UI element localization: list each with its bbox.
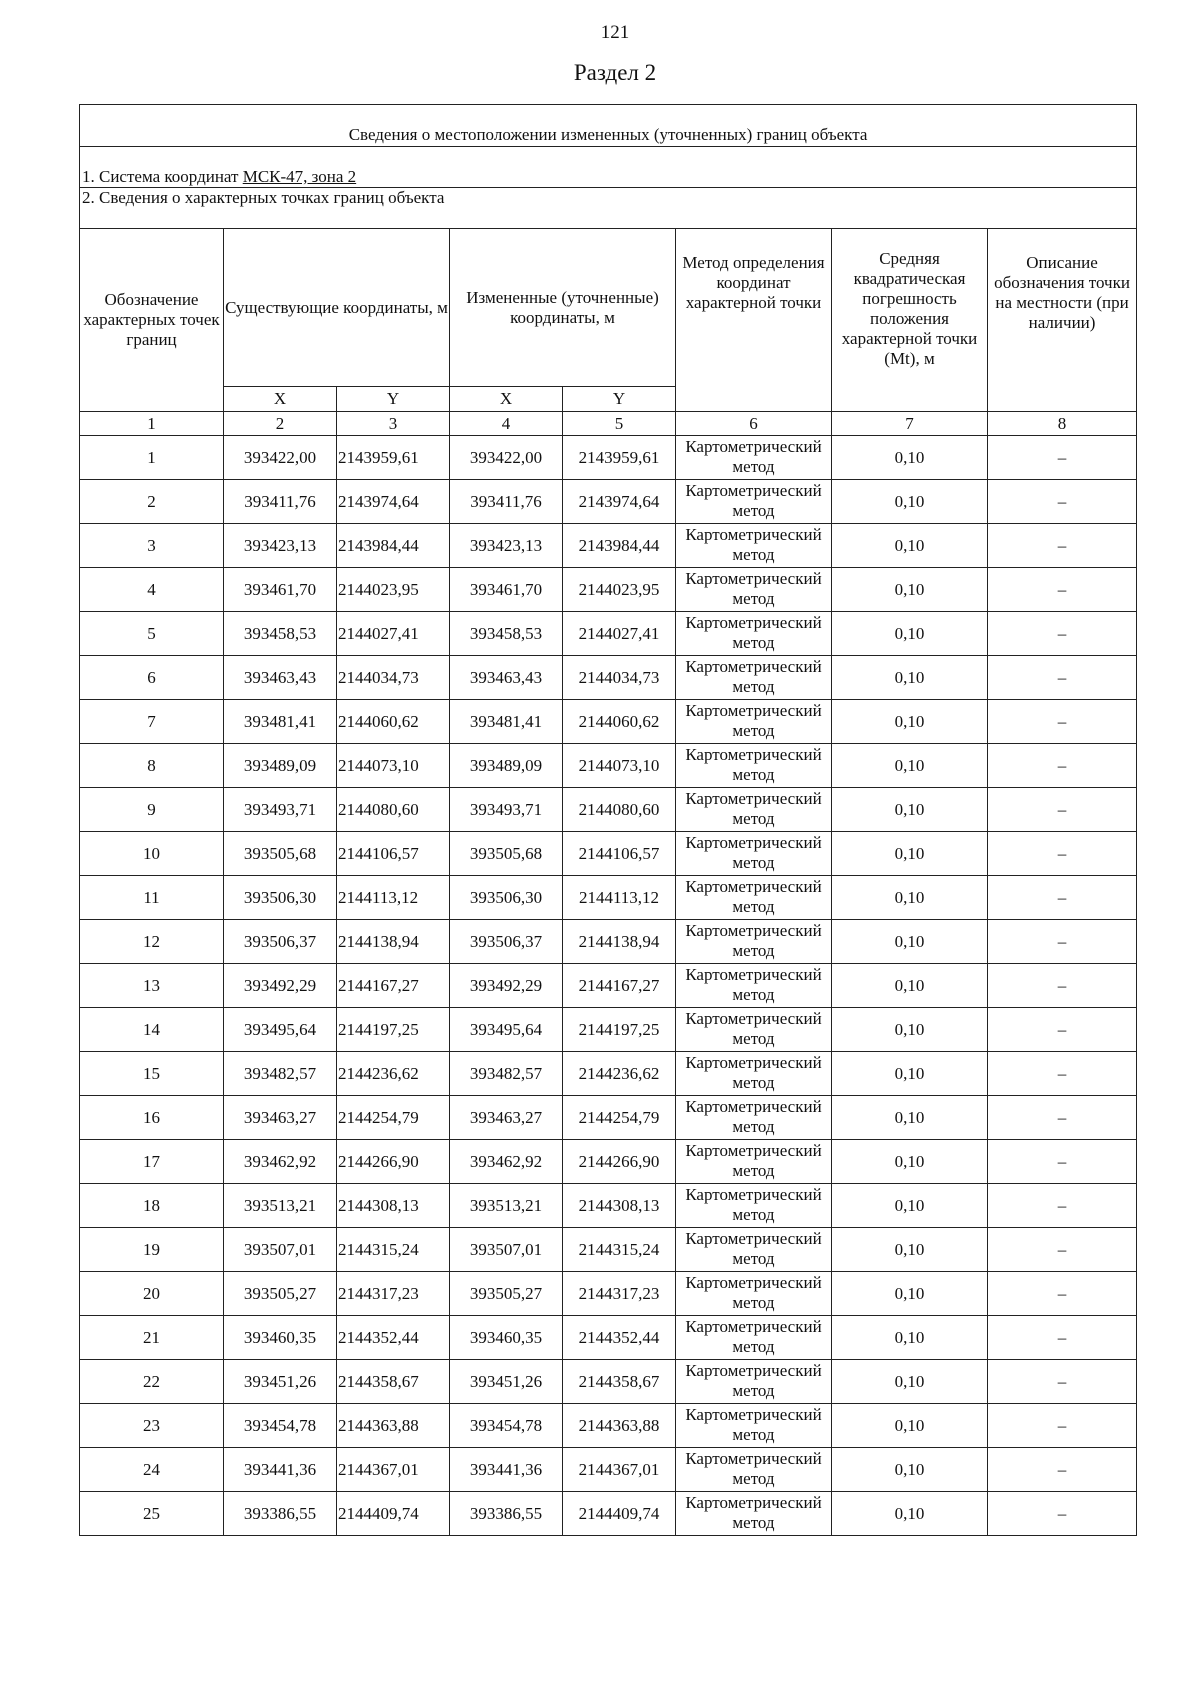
changed-x-value: 393505,68 bbox=[450, 832, 563, 876]
mean-error-value: 0,10 bbox=[832, 744, 988, 788]
table-row bbox=[80, 1184, 1137, 1228]
point-number: 4 bbox=[80, 568, 224, 612]
method-value: Картометрический метод bbox=[676, 744, 832, 788]
existing-y-value: 2144113,12 bbox=[337, 876, 450, 920]
point-number: 1 bbox=[80, 436, 224, 480]
changed-y-value: 2144106,57 bbox=[563, 832, 676, 876]
point-number: 10 bbox=[80, 832, 224, 876]
coordinate-system-value: МСК-47, зона 2 bbox=[242, 167, 357, 186]
description-value: – bbox=[988, 1272, 1137, 1316]
existing-y-value: 2144236,62 bbox=[337, 1052, 450, 1096]
table-row bbox=[80, 1096, 1137, 1140]
header-existing-x: X bbox=[224, 387, 337, 412]
table-row bbox=[80, 1316, 1137, 1360]
existing-y-value: 2144363,88 bbox=[337, 1404, 450, 1448]
existing-y-value: 2144023,95 bbox=[337, 568, 450, 612]
coordinate-system-label: 1. Система координат bbox=[82, 167, 243, 186]
existing-x-value: 393507,01 bbox=[224, 1228, 337, 1272]
method-value: Картометрический метод bbox=[676, 436, 832, 480]
changed-x-value: 393507,01 bbox=[450, 1228, 563, 1272]
existing-y-value: 2144358,67 bbox=[337, 1360, 450, 1404]
table-row bbox=[80, 1360, 1137, 1404]
header-changed-coordinates: Измененные (уточненные) координаты, м bbox=[450, 229, 676, 387]
changed-y-value: 2144367,01 bbox=[563, 1448, 676, 1492]
existing-x-value: 393458,53 bbox=[224, 612, 337, 656]
changed-y-value: 2144027,41 bbox=[563, 612, 676, 656]
page-number: 121 bbox=[600, 22, 630, 43]
header-changed-x: X bbox=[450, 387, 563, 412]
column-number: 7 bbox=[832, 412, 988, 436]
changed-x-value: 393492,29 bbox=[450, 964, 563, 1008]
existing-x-value: 393411,76 bbox=[224, 480, 337, 524]
table-row bbox=[80, 656, 1137, 700]
points-section-title: 2. Сведения о характерных точках границ объекта bbox=[80, 188, 1137, 229]
point-number: 25 bbox=[80, 1492, 224, 1536]
description-value: – bbox=[988, 1316, 1137, 1360]
method-value: Картометрический метод bbox=[676, 964, 832, 1008]
table-row bbox=[80, 1272, 1137, 1316]
mean-error-value: 0,10 bbox=[832, 612, 988, 656]
point-number: 7 bbox=[80, 700, 224, 744]
table-row bbox=[80, 1052, 1137, 1096]
header-method: Метод определения координат характерной точки bbox=[676, 229, 832, 412]
mean-error-value: 0,10 bbox=[832, 1140, 988, 1184]
point-number: 11 bbox=[80, 876, 224, 920]
existing-y-value: 2143959,61 bbox=[337, 436, 450, 480]
description-value: – bbox=[988, 480, 1137, 524]
description-value: – bbox=[988, 788, 1137, 832]
method-value: Картометрический метод bbox=[676, 1008, 832, 1052]
method-value: Картометрический метод bbox=[676, 1184, 832, 1228]
changed-y-value: 2144080,60 bbox=[563, 788, 676, 832]
existing-x-value: 393451,26 bbox=[224, 1360, 337, 1404]
changed-x-value: 393463,27 bbox=[450, 1096, 563, 1140]
existing-y-value: 2143984,44 bbox=[337, 524, 450, 568]
existing-x-value: 393422,00 bbox=[224, 436, 337, 480]
changed-y-value: 2144363,88 bbox=[563, 1404, 676, 1448]
point-number: 18 bbox=[80, 1184, 224, 1228]
existing-y-value: 2144197,25 bbox=[337, 1008, 450, 1052]
point-number: 13 bbox=[80, 964, 224, 1008]
header-mean-error: Средняя квадратическая погрешность положения характерной точки (Мt), м bbox=[832, 229, 988, 412]
header-existing-coordinates: Существующие координаты, м bbox=[224, 229, 450, 387]
changed-x-value: 393461,70 bbox=[450, 568, 563, 612]
existing-y-value: 2144254,79 bbox=[337, 1096, 450, 1140]
mean-error-value: 0,10 bbox=[832, 832, 988, 876]
changed-y-value: 2144317,23 bbox=[563, 1272, 676, 1316]
point-number: 24 bbox=[80, 1448, 224, 1492]
mean-error-value: 0,10 bbox=[832, 1096, 988, 1140]
changed-x-value: 393489,09 bbox=[450, 744, 563, 788]
method-value: Картометрический метод bbox=[676, 480, 832, 524]
column-number: 1 bbox=[80, 412, 224, 436]
existing-y-value: 2144027,41 bbox=[337, 612, 450, 656]
changed-y-value: 2144073,10 bbox=[563, 744, 676, 788]
method-value: Картометрический метод bbox=[676, 788, 832, 832]
changed-y-value: 2144113,12 bbox=[563, 876, 676, 920]
description-value: – bbox=[988, 920, 1137, 964]
changed-y-value: 2143984,44 bbox=[563, 524, 676, 568]
point-number: 5 bbox=[80, 612, 224, 656]
mean-error-value: 0,10 bbox=[832, 964, 988, 1008]
changed-y-value: 2144167,27 bbox=[563, 964, 676, 1008]
existing-y-value: 2144308,13 bbox=[337, 1184, 450, 1228]
changed-x-value: 393422,00 bbox=[450, 436, 563, 480]
table-row bbox=[80, 832, 1137, 876]
changed-x-value: 393505,27 bbox=[450, 1272, 563, 1316]
existing-x-value: 393423,13 bbox=[224, 524, 337, 568]
changed-y-value: 2143959,61 bbox=[563, 436, 676, 480]
point-number: 9 bbox=[80, 788, 224, 832]
point-number: 23 bbox=[80, 1404, 224, 1448]
table-row bbox=[80, 612, 1137, 656]
method-value: Картометрический метод bbox=[676, 1272, 832, 1316]
description-value: – bbox=[988, 876, 1137, 920]
description-value: – bbox=[988, 1448, 1137, 1492]
boundary-points-table bbox=[79, 104, 1137, 1536]
header-changed-y: Y bbox=[563, 387, 676, 412]
table-caption: Сведения о местоположении измененных (уточненных) границ объекта bbox=[80, 105, 1137, 147]
description-value: – bbox=[988, 1360, 1137, 1404]
existing-x-value: 393462,92 bbox=[224, 1140, 337, 1184]
mean-error-value: 0,10 bbox=[832, 700, 988, 744]
method-value: Картометрический метод bbox=[676, 920, 832, 964]
description-value: – bbox=[988, 1008, 1137, 1052]
method-value: Картометрический метод bbox=[676, 524, 832, 568]
mean-error-value: 0,10 bbox=[832, 480, 988, 524]
changed-y-value: 2144358,67 bbox=[563, 1360, 676, 1404]
method-value: Картометрический метод bbox=[676, 568, 832, 612]
existing-y-value: 2144073,10 bbox=[337, 744, 450, 788]
existing-x-value: 393463,43 bbox=[224, 656, 337, 700]
mean-error-value: 0,10 bbox=[832, 920, 988, 964]
existing-x-value: 393489,09 bbox=[224, 744, 337, 788]
table-row bbox=[80, 1492, 1137, 1536]
table-row bbox=[80, 744, 1137, 788]
column-number: 2 bbox=[224, 412, 337, 436]
description-value: – bbox=[988, 700, 1137, 744]
changed-y-value: 2144034,73 bbox=[563, 656, 676, 700]
changed-x-value: 393493,71 bbox=[450, 788, 563, 832]
mean-error-value: 0,10 bbox=[832, 436, 988, 480]
existing-y-value: 2144138,94 bbox=[337, 920, 450, 964]
existing-y-value: 2144315,24 bbox=[337, 1228, 450, 1272]
existing-y-value: 2144317,23 bbox=[337, 1272, 450, 1316]
changed-y-value: 2144409,74 bbox=[563, 1492, 676, 1536]
existing-y-value: 2144367,01 bbox=[337, 1448, 450, 1492]
changed-x-value: 393454,78 bbox=[450, 1404, 563, 1448]
existing-x-value: 393505,27 bbox=[224, 1272, 337, 1316]
existing-x-value: 393505,68 bbox=[224, 832, 337, 876]
existing-y-value: 2144034,73 bbox=[337, 656, 450, 700]
existing-x-value: 393506,30 bbox=[224, 876, 337, 920]
column-number: 4 bbox=[450, 412, 563, 436]
description-value: – bbox=[988, 1228, 1137, 1272]
existing-x-value: 393493,71 bbox=[224, 788, 337, 832]
existing-x-value: 393492,29 bbox=[224, 964, 337, 1008]
column-number: 8 bbox=[988, 412, 1137, 436]
table-row bbox=[80, 524, 1137, 568]
existing-y-value: 2144266,90 bbox=[337, 1140, 450, 1184]
mean-error-value: 0,10 bbox=[832, 1008, 988, 1052]
point-number: 12 bbox=[80, 920, 224, 964]
changed-x-value: 393460,35 bbox=[450, 1316, 563, 1360]
changed-x-value: 393423,13 bbox=[450, 524, 563, 568]
existing-x-value: 393461,70 bbox=[224, 568, 337, 612]
table-row bbox=[80, 788, 1137, 832]
existing-x-value: 393463,27 bbox=[224, 1096, 337, 1140]
changed-x-value: 393463,43 bbox=[450, 656, 563, 700]
changed-y-value: 2144352,44 bbox=[563, 1316, 676, 1360]
description-value: – bbox=[988, 524, 1137, 568]
method-value: Картометрический метод bbox=[676, 1052, 832, 1096]
description-value: – bbox=[988, 568, 1137, 612]
method-value: Картометрический метод bbox=[676, 700, 832, 744]
description-value: – bbox=[988, 964, 1137, 1008]
changed-x-value: 393506,37 bbox=[450, 920, 563, 964]
mean-error-value: 0,10 bbox=[832, 1052, 988, 1096]
changed-x-value: 393386,55 bbox=[450, 1492, 563, 1536]
existing-y-value: 2143974,64 bbox=[337, 480, 450, 524]
existing-x-value: 393482,57 bbox=[224, 1052, 337, 1096]
existing-x-value: 393513,21 bbox=[224, 1184, 337, 1228]
description-value: – bbox=[988, 612, 1137, 656]
column-number: 6 bbox=[676, 412, 832, 436]
method-value: Картометрический метод bbox=[676, 876, 832, 920]
mean-error-value: 0,10 bbox=[832, 1316, 988, 1360]
point-number: 17 bbox=[80, 1140, 224, 1184]
existing-x-value: 393481,41 bbox=[224, 700, 337, 744]
column-number: 5 bbox=[563, 412, 676, 436]
description-value: – bbox=[988, 832, 1137, 876]
mean-error-value: 0,10 bbox=[832, 656, 988, 700]
existing-x-value: 393441,36 bbox=[224, 1448, 337, 1492]
description-value: – bbox=[988, 1052, 1137, 1096]
mean-error-value: 0,10 bbox=[832, 1404, 988, 1448]
description-value: – bbox=[988, 1404, 1137, 1448]
existing-y-value: 2144106,57 bbox=[337, 832, 450, 876]
point-number: 21 bbox=[80, 1316, 224, 1360]
changed-x-value: 393462,92 bbox=[450, 1140, 563, 1184]
changed-y-value: 2144266,90 bbox=[563, 1140, 676, 1184]
point-number: 8 bbox=[80, 744, 224, 788]
mean-error-value: 0,10 bbox=[832, 1184, 988, 1228]
changed-x-value: 393506,30 bbox=[450, 876, 563, 920]
method-value: Картометрический метод bbox=[676, 1096, 832, 1140]
existing-y-value: 2144060,62 bbox=[337, 700, 450, 744]
description-value: – bbox=[988, 1096, 1137, 1140]
existing-y-value: 2144352,44 bbox=[337, 1316, 450, 1360]
description-value: – bbox=[988, 436, 1137, 480]
table-row bbox=[80, 568, 1137, 612]
table-row bbox=[80, 480, 1137, 524]
table-row bbox=[80, 1140, 1137, 1184]
column-number: 3 bbox=[337, 412, 450, 436]
description-value: – bbox=[988, 744, 1137, 788]
mean-error-value: 0,10 bbox=[832, 1228, 988, 1272]
changed-x-value: 393482,57 bbox=[450, 1052, 563, 1096]
header-point-description: Описание обозначения точки на местности (при наличии) bbox=[988, 229, 1137, 412]
changed-x-value: 393513,21 bbox=[450, 1184, 563, 1228]
existing-x-value: 393454,78 bbox=[224, 1404, 337, 1448]
header-point-designation: Обозначение характерных точек границ bbox=[80, 229, 224, 412]
existing-x-value: 393386,55 bbox=[224, 1492, 337, 1536]
existing-x-value: 393495,64 bbox=[224, 1008, 337, 1052]
changed-y-value: 2144138,94 bbox=[563, 920, 676, 964]
method-value: Картометрический метод bbox=[676, 612, 832, 656]
table-row bbox=[80, 964, 1137, 1008]
existing-x-value: 393460,35 bbox=[224, 1316, 337, 1360]
description-value: – bbox=[988, 1140, 1137, 1184]
mean-error-value: 0,10 bbox=[832, 1492, 988, 1536]
point-number: 6 bbox=[80, 656, 224, 700]
point-number: 19 bbox=[80, 1228, 224, 1272]
mean-error-value: 0,10 bbox=[832, 1272, 988, 1316]
table-row bbox=[80, 700, 1137, 744]
table-row bbox=[80, 436, 1137, 480]
method-value: Картометрический метод bbox=[676, 832, 832, 876]
changed-x-value: 393495,64 bbox=[450, 1008, 563, 1052]
point-number: 22 bbox=[80, 1360, 224, 1404]
section-title: Раздел 2 bbox=[573, 60, 657, 85]
method-value: Картометрический метод bbox=[676, 1404, 832, 1448]
method-value: Картометрический метод bbox=[676, 1140, 832, 1184]
table-row bbox=[80, 1008, 1137, 1052]
changed-x-value: 393411,76 bbox=[450, 480, 563, 524]
table-row bbox=[80, 1448, 1137, 1492]
mean-error-value: 0,10 bbox=[832, 788, 988, 832]
table-row bbox=[80, 1404, 1137, 1448]
table-body bbox=[80, 105, 1137, 1536]
header-existing-y: Y bbox=[337, 387, 450, 412]
table-row bbox=[80, 876, 1137, 920]
existing-x-value: 393506,37 bbox=[224, 920, 337, 964]
column-numbers-row bbox=[80, 412, 1137, 436]
point-number: 3 bbox=[80, 524, 224, 568]
point-number: 15 bbox=[80, 1052, 224, 1096]
method-value: Картометрический метод bbox=[676, 1316, 832, 1360]
coordinate-system-line bbox=[80, 147, 1137, 188]
changed-y-value: 2144060,62 bbox=[563, 700, 676, 744]
description-value: – bbox=[988, 1492, 1137, 1536]
existing-y-value: 2144409,74 bbox=[337, 1492, 450, 1536]
existing-y-value: 2144080,60 bbox=[337, 788, 450, 832]
method-value: Картометрический метод bbox=[676, 1360, 832, 1404]
method-value: Картометрический метод bbox=[676, 656, 832, 700]
mean-error-value: 0,10 bbox=[832, 876, 988, 920]
changed-x-value: 393458,53 bbox=[450, 612, 563, 656]
point-number: 16 bbox=[80, 1096, 224, 1140]
point-number: 20 bbox=[80, 1272, 224, 1316]
changed-y-value: 2144236,62 bbox=[563, 1052, 676, 1096]
changed-y-value: 2144197,25 bbox=[563, 1008, 676, 1052]
point-number: 2 bbox=[80, 480, 224, 524]
changed-x-value: 393451,26 bbox=[450, 1360, 563, 1404]
changed-y-value: 2143974,64 bbox=[563, 480, 676, 524]
table-row bbox=[80, 920, 1137, 964]
changed-x-value: 393481,41 bbox=[450, 700, 563, 744]
existing-y-value: 2144167,27 bbox=[337, 964, 450, 1008]
changed-y-value: 2144308,13 bbox=[563, 1184, 676, 1228]
table-row bbox=[80, 1228, 1137, 1272]
method-value: Картометрический метод bbox=[676, 1228, 832, 1272]
mean-error-value: 0,10 bbox=[832, 568, 988, 612]
method-value: Картометрический метод bbox=[676, 1492, 832, 1536]
mean-error-value: 0,10 bbox=[832, 1448, 988, 1492]
changed-y-value: 2144315,24 bbox=[563, 1228, 676, 1272]
description-value: – bbox=[988, 656, 1137, 700]
changed-y-value: 2144254,79 bbox=[563, 1096, 676, 1140]
method-value: Картометрический метод bbox=[676, 1448, 832, 1492]
changed-x-value: 393441,36 bbox=[450, 1448, 563, 1492]
point-number: 14 bbox=[80, 1008, 224, 1052]
mean-error-value: 0,10 bbox=[832, 524, 988, 568]
mean-error-value: 0,10 bbox=[832, 1360, 988, 1404]
description-value: – bbox=[988, 1184, 1137, 1228]
changed-y-value: 2144023,95 bbox=[563, 568, 676, 612]
